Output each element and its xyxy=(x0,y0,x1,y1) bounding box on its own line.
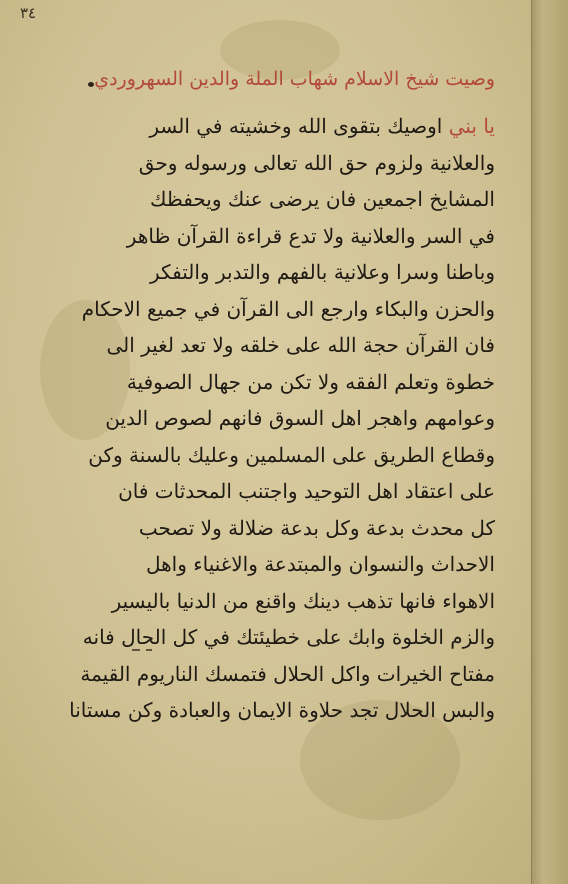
text-line: الاحداث والنسوان والمبتدعة والاغنياء واهل xyxy=(145,552,495,576)
text-line: خطوة وتعلم الفقه ولا تكن من جهال الصوفية xyxy=(126,369,495,394)
dash-marks-icon xyxy=(130,640,190,660)
text-line: والبس الحلال تجد حلاوة الايمان والعبادة وكن مستانا xyxy=(69,698,495,722)
ink-mark xyxy=(88,82,94,87)
text-line: والعلانية ولزوم حق الله تعالى ورسوله وحق xyxy=(138,150,495,175)
text-line: كل محدث بدعة وكل بدعة ضلالة ولا تصحب xyxy=(138,515,495,540)
folio-number: ٣٤ xyxy=(20,4,37,22)
text-line: والزم الخلوة وابك على خطيئتك في كل الحال فانه xyxy=(82,625,495,649)
text-line: وباطنا وسرا وعلانية بالفهم والتدبر والتفكر xyxy=(150,260,495,284)
opening-word: يا بني xyxy=(448,114,495,138)
text-line: وعوامهم واهجر اهل السوق فانهم لصوص الدين xyxy=(105,406,495,430)
text-line: وقطاع الطريق على المسلمين وعليك بالسنة وكن xyxy=(88,442,495,467)
text-line-content: اوصيك بتقوى الله وخشيته في السر xyxy=(149,114,443,138)
text-line: على اعتقاد اهل التوحيد واجتنب المحدثات فان xyxy=(118,479,495,503)
manuscript-text xyxy=(69,108,495,729)
text-line: والحزن والبكاء وارجع الى القرآن في جميع الاحكام xyxy=(81,296,495,321)
text-line xyxy=(150,108,495,145)
rubric-heading: وصيت شيخ الاسلام شهاب الملة والدين السهروردي xyxy=(94,68,495,90)
marginal-marks xyxy=(130,640,190,660)
text-line: فان القرآن حجة الله على خلقه ولا تعد لغير الى xyxy=(106,333,495,357)
book-spine-edge xyxy=(531,0,568,884)
text-line: الاهواء فانها تذهب دينك واقنع من الدنيا باليسير xyxy=(111,588,495,613)
text-line: المشايخ اجمعين فان يرضى عنك ويحفظك xyxy=(150,187,495,211)
text-line: في السر والعلانية ولا تدع قراءة القرآن ظاهر xyxy=(126,223,495,248)
text-line: مفتاح الخيرات واكل الحلال فتمسك الناريوم القيمة xyxy=(80,661,495,686)
